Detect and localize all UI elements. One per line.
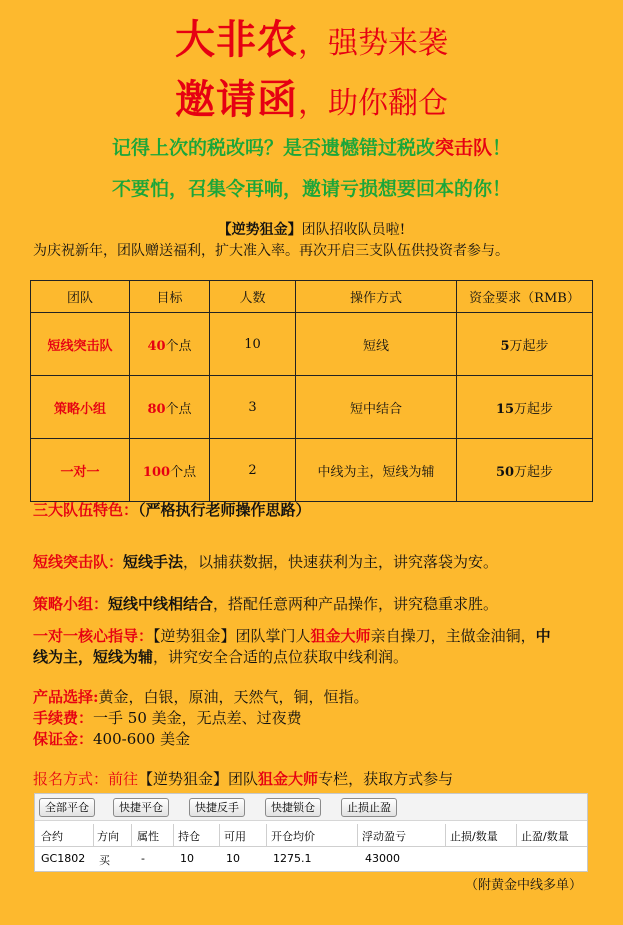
- headline-big-text-1: 大非农: [175, 16, 298, 63]
- fee-line: [33, 707, 302, 728]
- fund-number: 15: [495, 401, 515, 417]
- floating-pnl-cell: 43000: [365, 852, 400, 865]
- method-cell: 短中结合: [296, 376, 457, 439]
- quick-close-button[interactable]: 快捷平仓: [113, 798, 169, 817]
- feature-short-team: [33, 551, 498, 572]
- signup-text: 专栏，获取方式参与: [318, 770, 454, 788]
- trading-button-bar: [35, 794, 587, 821]
- fund-unit: 万起步: [514, 401, 554, 417]
- green-callout-2: 不要怕，召集令再响，邀请亏损想要回本的你！: [111, 178, 511, 200]
- feature-label: 短线突击队：: [33, 553, 124, 571]
- column-header[interactable]: 方向: [97, 830, 119, 843]
- signup-master: 狙金大师: [258, 770, 319, 788]
- target-cell: [130, 439, 210, 502]
- feature-label: 策略小组：: [33, 595, 109, 613]
- feature-bold: 短线中线相结合: [108, 595, 214, 613]
- products-value: 黄金，白银，原油，天然气，铜，恒指。: [98, 688, 369, 706]
- close-all-button[interactable]: 全部平仓: [39, 798, 95, 817]
- panel-caption: （附黄金中线多单）: [465, 878, 583, 893]
- products-line: [33, 686, 369, 707]
- products-label: 产品选择:: [33, 688, 99, 706]
- contract-cell: GC1802: [41, 852, 86, 865]
- team-table: [30, 280, 593, 502]
- target-cell: [130, 376, 210, 439]
- avg-price-cell: 1275.1: [273, 852, 312, 865]
- table-row: [31, 376, 593, 439]
- column-divider: [445, 824, 446, 846]
- table-row: [31, 439, 593, 502]
- green-callout-1: [0, 133, 623, 160]
- holding-cell: 10: [180, 852, 194, 865]
- column-header[interactable]: 浮动盈亏: [362, 830, 406, 843]
- trading-panel: [34, 793, 588, 872]
- column-header[interactable]: 持仓: [178, 830, 200, 843]
- header-cell: 操作方式: [296, 281, 457, 313]
- feature-one-on-one-line-2: [33, 646, 408, 667]
- column-header[interactable]: 止损/数量: [450, 830, 498, 843]
- table-row[interactable]: [35, 848, 587, 868]
- target-number: 40: [147, 338, 166, 354]
- signup-text: 团队: [228, 770, 259, 788]
- column-header[interactable]: 属性: [137, 830, 159, 843]
- team-name-cell: 策略小组: [31, 376, 130, 439]
- target-number: 100: [142, 464, 171, 480]
- margin-line: [33, 728, 190, 749]
- header-cell: 人数: [210, 281, 296, 313]
- margin-label: 保证金：: [33, 730, 94, 748]
- people-cell: 10: [210, 313, 296, 376]
- fee-label: 手续费：: [33, 709, 94, 727]
- features-title-line: [33, 499, 311, 520]
- feature-team: 【逆势狙金】: [153, 627, 236, 645]
- headline-line-1: [0, 8, 623, 65]
- feature-one-on-one-line-1: [33, 625, 551, 646]
- table-row: [31, 313, 593, 376]
- header-cell: 资金要求（RMB）: [457, 281, 593, 313]
- fund-cell: [457, 439, 593, 502]
- intro-line-1-rest: 团队招收队员啦!: [301, 222, 406, 238]
- feature-strategy: [33, 593, 498, 614]
- attribute-cell: -: [141, 852, 145, 865]
- column-header[interactable]: 止盈/数量: [521, 830, 569, 843]
- fund-number: 50: [495, 464, 515, 480]
- fee-value: 一手 50 美金，无点差、过夜费: [93, 709, 302, 727]
- column-divider: [93, 824, 94, 846]
- team-table-header: [31, 281, 593, 313]
- green-callout-1-c: ！: [492, 137, 512, 159]
- column-divider: [516, 824, 517, 846]
- features-note: （严格执行老师操作思路）: [138, 501, 311, 519]
- fund-number: 5: [500, 338, 510, 354]
- column-header[interactable]: 合约: [41, 830, 63, 843]
- target-number: 80: [147, 401, 166, 417]
- header-cell: 团队: [31, 281, 130, 313]
- target-unit: 个点: [165, 338, 192, 354]
- target-unit: 个点: [170, 464, 197, 480]
- stop-loss-profit-button[interactable]: 止损止盈: [341, 798, 397, 817]
- fund-cell: [457, 313, 593, 376]
- margin-value: 400-600 美金: [93, 730, 191, 748]
- target-unit: 个点: [165, 401, 192, 417]
- column-divider: [266, 824, 267, 846]
- header-cell: 目标: [130, 281, 210, 313]
- headline-line-2: [0, 68, 623, 125]
- column-header[interactable]: 开仓均价: [271, 830, 315, 843]
- feature-label: 一对一核心指导：: [33, 627, 154, 645]
- column-divider: [173, 824, 174, 846]
- direction-cell: 买: [99, 854, 110, 867]
- feature-rest: ，搭配任意两种产品操作，讲究稳重求胜。: [213, 595, 499, 613]
- fund-unit: 万起步: [514, 464, 554, 480]
- intro-line-2: 为庆祝新年，团队赠送福利，扩大准入率。再次开启三支队伍供投资者参与。: [33, 243, 509, 259]
- column-header[interactable]: 可用: [224, 830, 246, 843]
- team-name-cell: 一对一: [31, 439, 130, 502]
- feature-bold: 短线手法: [123, 553, 184, 571]
- headline-small-text-2: ，助你翻仓: [298, 86, 448, 121]
- people-cell: 2: [210, 439, 296, 502]
- method-cell: 中线为主，短线为辅: [296, 439, 457, 502]
- column-divider: [219, 824, 220, 846]
- feature-master: 狙金大师: [310, 627, 371, 645]
- position-table-header: [35, 824, 587, 847]
- quick-reverse-button[interactable]: 快捷反手: [189, 798, 245, 817]
- available-cell: 10: [226, 852, 240, 865]
- signup-team: 【逆势狙金】: [138, 770, 229, 788]
- signup-line: [33, 768, 453, 789]
- feature-text: 团队掌门人: [235, 627, 311, 645]
- intro-team-name: 【逆势狙金】: [217, 222, 302, 238]
- features-title: 三大队伍特色：: [33, 501, 139, 519]
- method-cell: 短线: [296, 313, 457, 376]
- feature-text: ，讲究安全合适的点位获取中线利润。: [153, 648, 409, 666]
- headline-small-text-1: ，强势来袭: [298, 26, 448, 61]
- feature-text: 亲自操刀，主做金油铜，: [370, 627, 536, 645]
- green-callout-1-highlight: 突击队: [434, 137, 492, 159]
- fund-unit: 万起步: [509, 338, 549, 354]
- feature-bold: 线为主，短线为辅: [33, 648, 154, 666]
- column-divider: [131, 824, 132, 846]
- team-name-cell: 短线突击队: [31, 313, 130, 376]
- fund-cell: [457, 376, 593, 439]
- intro-line-1: [0, 219, 623, 239]
- green-callout-1-a: 记得上次的税改吗？是否遗憾错过税改: [111, 137, 435, 159]
- headline-big-text-2: 邀请函: [175, 76, 298, 123]
- people-cell: 3: [210, 376, 296, 439]
- feature-bold: 中: [535, 627, 551, 645]
- quick-lock-button[interactable]: 快捷锁仓: [265, 798, 321, 817]
- target-cell: [130, 313, 210, 376]
- signup-text: 报名方式：前往: [33, 770, 139, 788]
- feature-rest: ，以捕获数据，快速获利为主，讲究落袋为安。: [183, 553, 499, 571]
- column-divider: [357, 824, 358, 846]
